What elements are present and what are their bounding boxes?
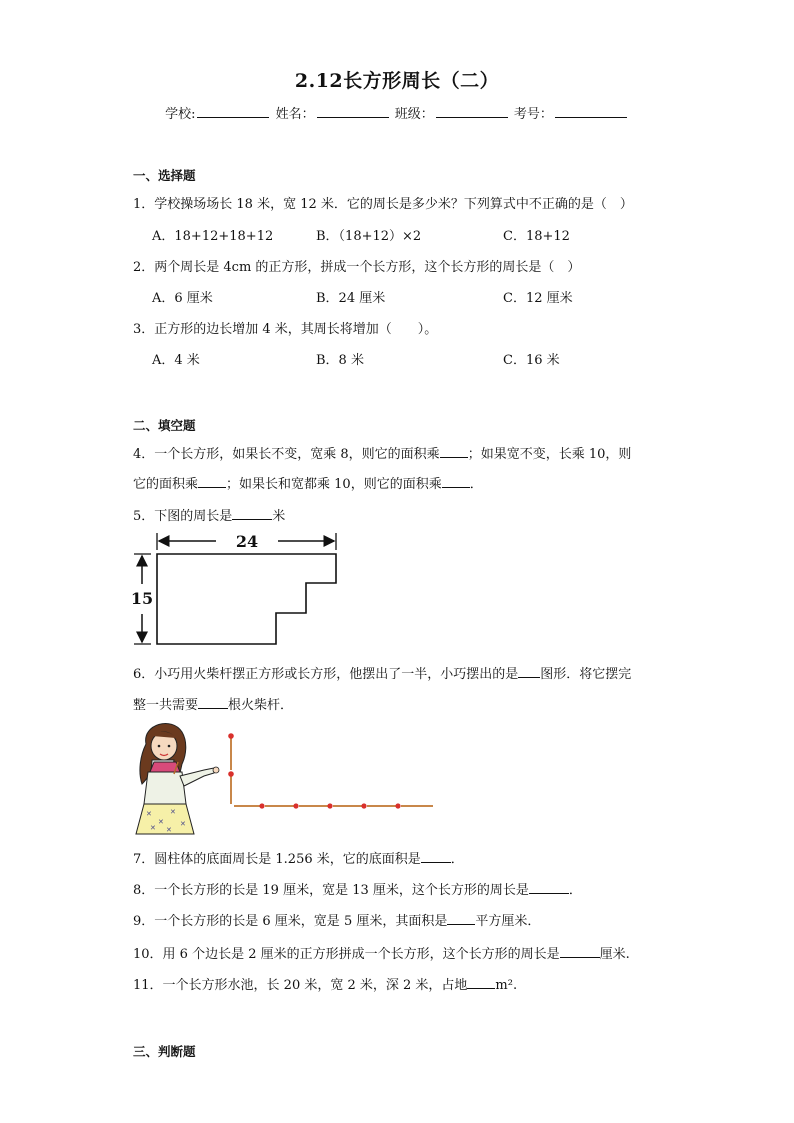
school-blank[interactable] bbox=[197, 105, 269, 118]
girl-matchsticks-illustration bbox=[128, 716, 438, 838]
q11-text-2: m². bbox=[495, 978, 518, 993]
height-dimension-label: 15 bbox=[130, 589, 154, 608]
q1-option-a[interactable]: A．18+12+18+12 bbox=[152, 229, 274, 244]
q11-text-1: 11．一个长方形水池，长 20 米，宽 2 米，深 2 米，占地 bbox=[133, 978, 468, 993]
q4-blank-3[interactable] bbox=[442, 475, 470, 488]
question-11-text bbox=[133, 974, 517, 993]
q2-option-c[interactable]: C．12 厘米 bbox=[503, 291, 573, 306]
q8-blank[interactable] bbox=[529, 881, 569, 894]
class-label: 班级： bbox=[394, 107, 434, 122]
question-6-line-2 bbox=[133, 694, 293, 713]
question-4-line-1 bbox=[133, 443, 631, 462]
q7-text-1: 7．圆柱体的底面周长是 1.256 米，它的底面积是 bbox=[133, 852, 421, 867]
q3-option-c[interactable]: C．16 米 bbox=[503, 353, 560, 368]
question-10-text bbox=[133, 943, 630, 962]
q9-blank[interactable] bbox=[447, 912, 475, 925]
question-9-text bbox=[133, 910, 540, 929]
q4-blank-1[interactable] bbox=[440, 445, 468, 458]
q11-blank[interactable] bbox=[467, 976, 495, 989]
width-dimension-label: 24 bbox=[235, 532, 259, 551]
svg-text:✕: ✕ bbox=[150, 824, 156, 832]
section-heading-judge: 三、判断题 bbox=[133, 1044, 196, 1059]
q7-blank[interactable] bbox=[421, 850, 451, 863]
q10-blank[interactable] bbox=[560, 945, 600, 958]
q3-option-b[interactable]: B．8 米 bbox=[316, 353, 364, 368]
q8-text-1: 8．一个长方形的长是 19 厘米，宽是 13 厘米，这个长方形的周长是 bbox=[133, 883, 529, 898]
q3-option-a[interactable]: A．4 米 bbox=[152, 353, 200, 368]
q7-text-2: ． bbox=[450, 852, 464, 867]
question-4-line-2 bbox=[133, 473, 483, 492]
question-3-text: 3．正方形的边长增加 4 米，其周长将增加（ ）。 bbox=[133, 322, 438, 337]
q6-text-4: 根火柴杆． bbox=[228, 698, 294, 713]
q5-text-1: 5．下图的周长是 bbox=[133, 509, 233, 524]
q10-text-1: 10．用 6 个边长是 2 厘米的正方形拼成一个长方形，这个长方形的周长是 bbox=[133, 947, 560, 962]
q5-text-2: 米 bbox=[272, 509, 286, 524]
matchsticks bbox=[228, 733, 433, 808]
q4-text-2: ；如果宽不变，长乘 10，则 bbox=[467, 447, 632, 462]
q6-text-3: 整一共需要 bbox=[133, 698, 199, 713]
q5-blank[interactable] bbox=[232, 507, 272, 520]
question-2-text: 2．两个周长是 4cm 的正方形，拼成一个长方形，这个长方形的周长是（ ） bbox=[133, 260, 581, 275]
q8-text-2: ． bbox=[568, 883, 582, 898]
section-heading-choice: 一、选择题 bbox=[133, 168, 196, 183]
svg-text:✕: ✕ bbox=[146, 810, 152, 818]
svg-text:✕: ✕ bbox=[170, 808, 176, 816]
q6-text-2: 图形．将它摆完 bbox=[540, 667, 632, 682]
q4-text-4: ；如果长和宽都乘 10，则它的面积乘 bbox=[226, 477, 442, 492]
q4-blank-2[interactable] bbox=[198, 475, 226, 488]
q4-text-3: 它的面积乘 bbox=[133, 477, 199, 492]
q4-text-1: 4．一个长方形，如果长不变，宽乘 8，则它的面积乘 bbox=[133, 447, 440, 462]
name-blank[interactable] bbox=[317, 105, 389, 118]
stepped-shape-outline bbox=[157, 554, 336, 644]
q10-text-2: 厘米. bbox=[599, 947, 630, 962]
number-blank[interactable] bbox=[555, 105, 627, 118]
q1-option-b[interactable]: B．（18+12）×2 bbox=[316, 229, 422, 244]
svg-text:✕: ✕ bbox=[166, 826, 172, 834]
question-6-line-1 bbox=[133, 663, 631, 682]
q2-option-b[interactable]: B．24 厘米 bbox=[316, 291, 386, 306]
question-1-text: 1．学校操场场长 18 米，宽 12 米．它的周长是多少米？下列算式中不正确的是（ ） bbox=[133, 197, 633, 212]
q9-text-2: 平方厘米． bbox=[475, 914, 541, 929]
svg-text:✕: ✕ bbox=[158, 818, 164, 826]
page-title: 2.12长方形周长（二） bbox=[294, 70, 500, 92]
section-heading-fill: 二、填空题 bbox=[133, 418, 196, 433]
q9-text-1: 9．一个长方形的长是 6 厘米，宽是 5 厘米，其面积是 bbox=[133, 914, 448, 929]
q6-text-1: 6．小巧用火柴杆摆正方形或长方形，他摆出了一半，小巧摆出的是 bbox=[133, 667, 519, 682]
q1-option-c[interactable]: C．18+12 bbox=[503, 229, 570, 244]
number-label: 考号： bbox=[513, 107, 553, 122]
svg-text:✕: ✕ bbox=[180, 820, 186, 828]
class-blank[interactable] bbox=[436, 105, 508, 118]
q2-option-a[interactable]: A．6 厘米 bbox=[152, 291, 213, 306]
question-7-text bbox=[133, 848, 464, 867]
q6-blank-1[interactable] bbox=[518, 665, 540, 678]
stepped-shape-figure bbox=[126, 528, 356, 652]
name-label: 姓名： bbox=[275, 107, 315, 122]
student-info-line bbox=[0, 103, 794, 122]
question-8-text bbox=[133, 879, 582, 898]
q4-text-5: ． bbox=[469, 477, 483, 492]
girl-illustration bbox=[136, 723, 219, 834]
school-label: 学校: bbox=[165, 107, 196, 122]
question-5-text bbox=[133, 505, 285, 524]
q6-blank-2[interactable] bbox=[198, 696, 228, 709]
